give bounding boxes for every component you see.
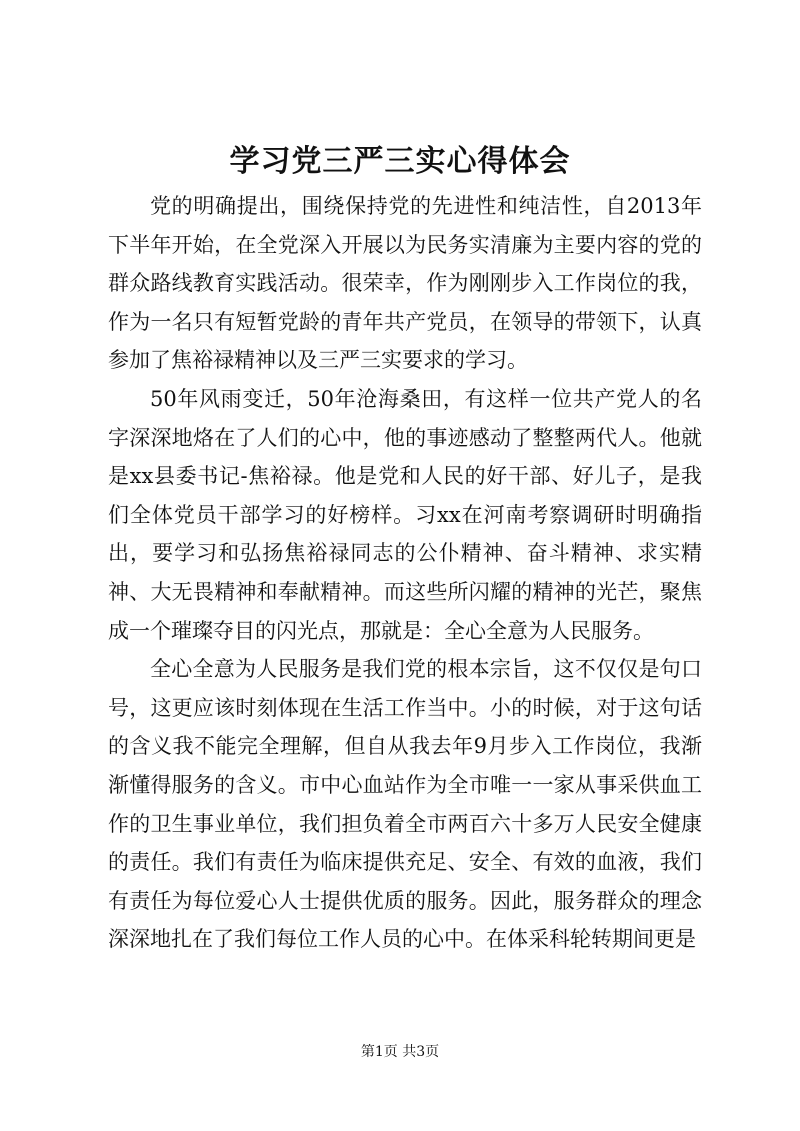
document-title: 学习党三严三实心得体会 — [229, 144, 571, 179]
paragraph-3: 全心全意为人民服务是我们党的根本宗旨，这不仅仅是句口号，这更应该时刻体现在生活工作当中。小的时候，对于这句话的含义我不能完全理解，但自从我去年9月步入工作岗位，我渐渐懂得服务的含义。市中心血站作为全市唯一一家从事采供血工作的卫生事业单位，我们担负着全市两百六十多万人民安全健康的责任。我们有责任为临床提供充足、安全、有效的血液，我们有责任为每位爱心人士提供优质的服务。因此，服务群众的理念深深地扎在了我们每位工作人员的心中。在体采科轮转期间更是 — [108, 657, 702, 952]
document-body — [108, 187, 702, 959]
paragraph-1: 党的明确提出，围绕保持党的先进性和纯洁性，自2013年下半年开始，在全党深入开展以为民务实清廉为主要内容的党的群众路线教育实践活动。很荣幸，作为刚刚步入工作岗位的我，作为一名只有短暂党龄的青年共产党员，在领导的带领下，认真参加了焦裕禄精神以及三严三实要求的学习。 — [108, 194, 702, 373]
paragraph-2: 50年风雨变迁，50年沧海桑田，有这样一位共产党人的名字深深地烙在了人们的心中，他的事迹感动了整整两代人。他就是xx县委书记-焦裕禄。他是党和人民的好干部、好儿子，是我们全体党员干部学习的好榜样。习xx在河南考察调研时明确指出，要学习和弘扬焦裕禄同志的公仆精神、奋斗精神、求实精神、大无畏精神和奉献精神。而这些所闪耀的精神的光芒，聚焦成一个璀璨夺目的闪光点，那就是：全心全意为人民服务。 — [108, 386, 702, 643]
page-footer: 第1页 共3页 — [360, 1044, 440, 1060]
